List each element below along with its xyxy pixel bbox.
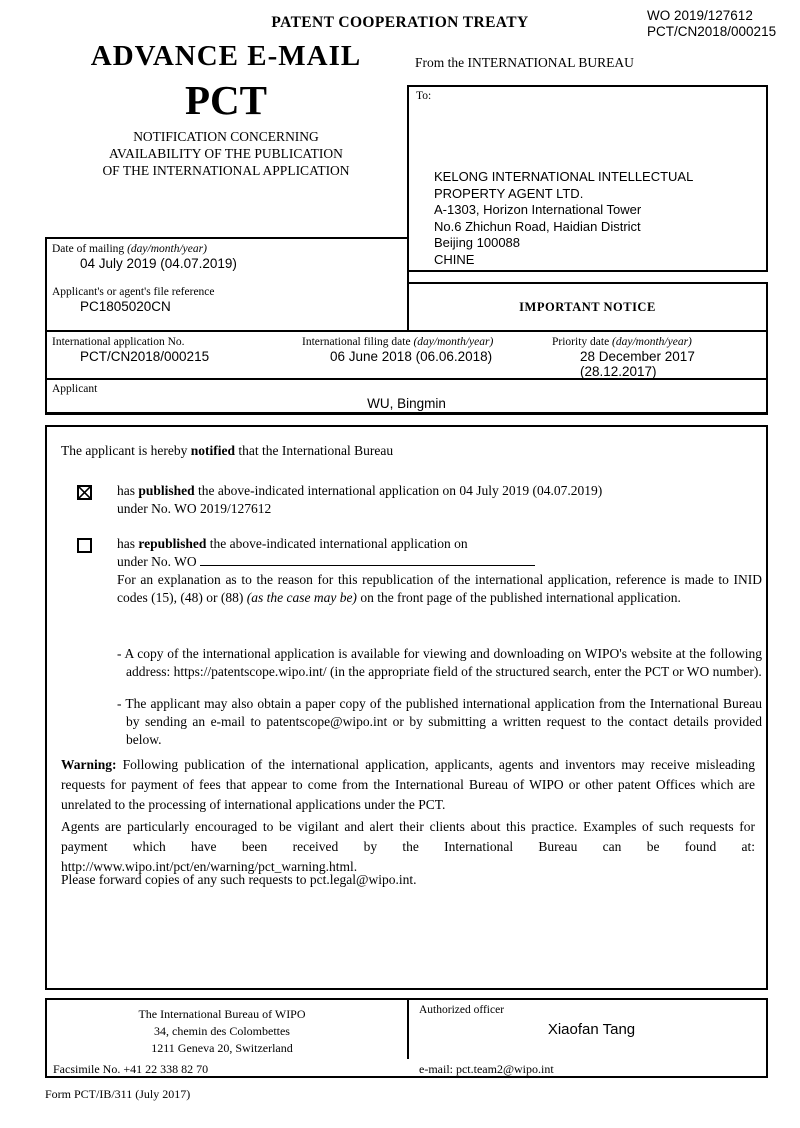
republished-under-no: under No. WO — [117, 553, 762, 571]
pct-application-number: PCT/CN2018/000215 — [647, 24, 777, 39]
to-label: To: — [416, 90, 432, 102]
republished-statement: has republished the above-indicated international application on under No. WO For an explanation as to the reason for this republication of the international application, reference is made to INID codes (15), (48) or (88) (as the case may be) on the front page of the published international application. — [117, 536, 762, 605]
file-reference-value: PC1805020CN — [80, 299, 171, 314]
contact-email: e-mail: pct.team2@wipo.int — [419, 1062, 554, 1076]
pct-logo-text: PCT — [185, 77, 267, 123]
authorized-officer-label: Authorized officer — [419, 1004, 505, 1016]
date-of-mailing-field — [52, 243, 237, 271]
intl-application-no-label: International application No. — [52, 336, 185, 348]
date-of-mailing-label: Date of mailing (day/month/year) — [52, 243, 207, 255]
important-notice: IMPORTANT NOTICE — [407, 282, 768, 332]
bureau-address: The International Bureau of WIPO 34, chemin des Colombettes 1211 Geneva 20, Switzerland — [138, 1007, 306, 1055]
filing-date-label: International filing date (day/month/year) — [302, 336, 494, 348]
mailing-reference-box — [45, 237, 409, 332]
application-data-row — [45, 330, 768, 378]
agents-paragraph: Agents are particularly encouraged to be vigilant and alert their clients about this practice. Examples of such requests for payment which have been received by the International Bureau can be found at: http://www.wipo.int/pct/en/warning/pct_warning.html. — [61, 819, 755, 874]
footer-contact-box — [45, 998, 768, 1078]
from-international-bureau: From the INTERNATIONAL BUREAU — [415, 55, 634, 70]
applicant-value: WU, Bingmin — [367, 396, 446, 411]
notification-body — [45, 425, 768, 990]
recipient-address: KELONG INTERNATIONAL INTELLECTUAL PROPERTY AGENT LTD. A-1303, Horizon International Tower No.6 Zhichun Road, Haidian District Beijing 100088 CHINE — [434, 169, 694, 267]
document-numbers — [647, 8, 776, 40]
intl-application-no-field — [52, 336, 209, 364]
priority-date-label: Priority date (day/month/year) — [552, 336, 692, 348]
wo-publication-number: WO 2019/127612 — [647, 8, 753, 23]
applicant-row — [45, 378, 768, 415]
published-statement: has published the above-indicated international application on 04 July 2019 (04.07.2019) under No. WO 2019/127612 — [117, 482, 762, 518]
notified-paragraph: The applicant is hereby notified that the International Bureau — [61, 443, 394, 458]
published-checkbox[interactable] — [77, 485, 92, 500]
published-under-no: under No. WO 2019/127612 — [117, 501, 272, 516]
treaty-title: PATENT COOPERATION TREATY — [271, 14, 529, 31]
authorized-officer-name: Xiaofan Tang — [547, 1021, 636, 1038]
intl-application-no-value: PCT/CN2018/000215 — [80, 349, 210, 364]
filing-date-value: 06 June 2018 (06.06.2018) — [330, 349, 493, 364]
priority-date-field — [552, 336, 766, 379]
filing-date-field — [302, 336, 493, 364]
advance-email-title: ADVANCE E-MAIL — [90, 40, 362, 72]
priority-date-value: 28 December 2017 (28.12.2017) — [580, 349, 695, 379]
warning-paragraph: Warning: Following publication of the international application, applicants, agents and inventors may receive misleading requests for payment of fees that appear to come from the International Bureau of WIPO or other patent Offices which are unrelated to the processing of international applications under the PCT. — [61, 757, 755, 812]
forward-requests-paragraph: Please forward copies of any such requests to pct.legal@wipo.int. — [61, 872, 417, 887]
footer-divider — [407, 1000, 409, 1059]
recipient-box — [407, 85, 768, 272]
facsimile-number: Facsimile No. +41 22 338 82 70 — [53, 1062, 209, 1076]
date-of-mailing-value: 04 July 2019 (04.07.2019) — [80, 256, 237, 271]
form-number: Form PCT/IB/311 (July 2017) — [45, 1087, 191, 1101]
blank-line — [200, 555, 535, 566]
republication-explanation: For an explanation as to the reason for this republication of the international application, reference is made to INID codes (15), (48) or (88) (as the case may be) on the front page of the published international application. — [117, 572, 762, 605]
bullet-paper-copy: - The applicant may also obtain a paper copy of the published international application from the International Bureau by sending an e-mail to patentscope@wipo.int or by submitting a written request to the contact details provided below. — [117, 696, 762, 747]
file-reference-label: Applicant's or agent's file reference — [52, 286, 215, 298]
applicant-label: Applicant — [52, 383, 98, 395]
notification-title: NOTIFICATION CONCERNING AVAILABILITY OF THE PUBLICATION OF THE INTERNATIONAL APPLICATION — [102, 129, 350, 178]
bullet-copy-available: - A copy of the international application is available for viewing and downloading on WIPO's website at the following address: https://patentscope.wipo.int/ (in the appropriate field of the structured search, enter the PCT or WO number). — [117, 646, 762, 679]
republished-checkbox[interactable] — [77, 538, 92, 553]
file-reference-field — [52, 286, 215, 314]
